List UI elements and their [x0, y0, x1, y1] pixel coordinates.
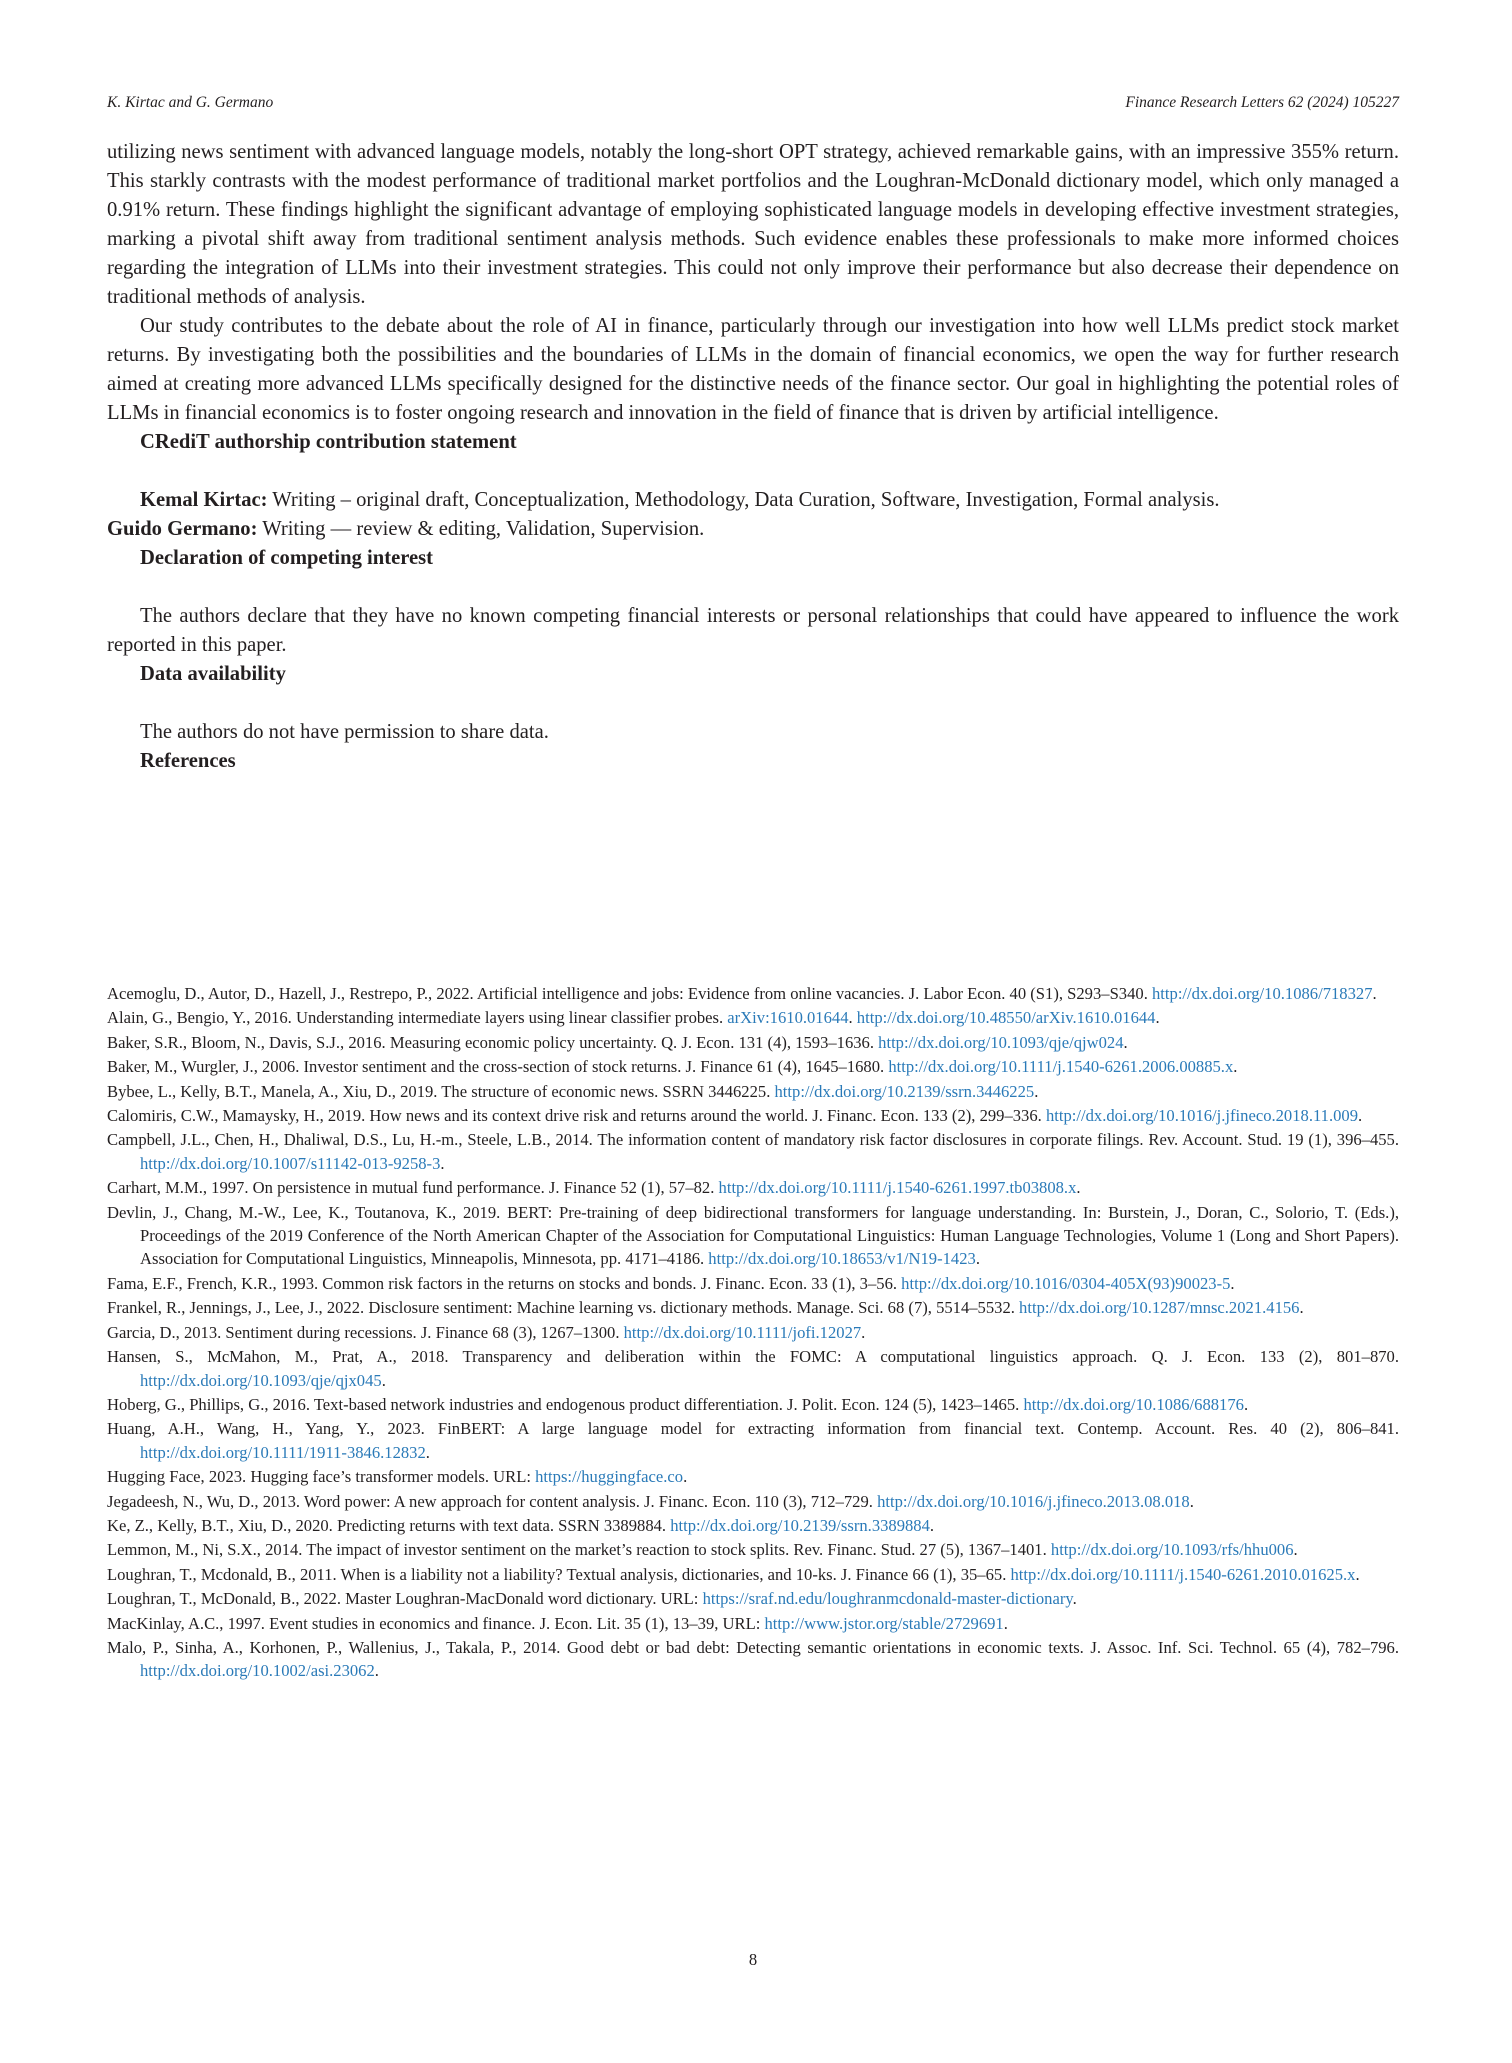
- reference-link[interactable]: http://dx.doi.org/10.1016/j.jfineco.2018.11.009: [1045, 1106, 1358, 1126]
- reference-text: Baker, S.R., Bloom, N., Davis, S.J., 2016. Measuring economic policy uncertainty. Q. J. Econ. 131 (4), 1593–1636.: [107, 1032, 879, 1052]
- reference-item: [107, 1104, 1399, 1127]
- reference-end: .: [975, 1249, 980, 1269]
- reference-text: Loughran, T., Mcdonald, B., 2011. When is a liability not a liability? Textual analysis, dictionaries, and 10-ks. J. Finance 66 (1), 35–65.: [107, 1564, 1011, 1584]
- reference-item: [107, 1345, 1399, 1392]
- reference-text: Fama, E.F., French, K.R., 1993. Common risk factors in the returns on stocks and bonds. J. Financ. Econ. 33 (1), 3–56.: [107, 1273, 902, 1293]
- reference-end: .: [374, 1661, 379, 1681]
- running-head: [107, 94, 1399, 112]
- reference-link[interactable]: http://dx.doi.org/10.1287/mnsc.2021.4156: [1019, 1298, 1300, 1318]
- reference-item: [107, 1563, 1399, 1586]
- reference-item: [107, 1272, 1399, 1295]
- reference-end: .: [381, 1370, 386, 1390]
- reference-link[interactable]: http://dx.doi.org/10.1093/qje/qjx045: [140, 1370, 382, 1390]
- reference-item: Alain, G., Bengio, Y., 2016. Understanding intermediate layers using linear classifier probes. arXiv:1610.01644. http://dx.doi.org/10.48550/arXiv.1610.01644.: [107, 1008, 1160, 1028]
- credit-author-2-name: Guido Germano:: [107, 518, 258, 540]
- running-head-authors: K. Kirtac and G. Germano: [107, 94, 274, 111]
- credit-author-2-roles: Writing — review & editing, Validation, Supervision.: [257, 518, 705, 540]
- reference-end: .: [1372, 984, 1377, 1003]
- reference-text: Baker, M., Wurgler, J., 2006. Investor sentiment and the cross-section of stock returns. J. Finance 61 (4), 1645–1680.: [107, 1057, 889, 1077]
- reference-text: Malo, P., Sinha, A., Korhonen, P., Wallenius, J., Takala, P., 2014. Good debt or bad debt: Detecting semantic orientations in economic texts. J. Assoc. Inf. Sci. Technol. 65 (4), 782–796.: [107, 1637, 1399, 1657]
- reference-item: [107, 1055, 1399, 1078]
- credit-section-title: CRediT authorship contribution statement: [140, 431, 517, 453]
- reference-link[interactable]: arXiv:1610.01644: [727, 1008, 849, 1028]
- reference-text: Lemmon, M., Ni, S.X., 2014. The impact of investor sentiment on the market’s reaction to stock splits. Rev. Financ. Stud. 27 (5), 1367–1401.: [107, 1540, 1051, 1560]
- reference-text: Campbell, J.L., Chen, H., Dhaliwal, D.S., Lu, H.-m., Steele, L.B., 2014. The information content of mandatory risk factor disclosures in corporate filings. Rev. Account. Stud. 19 (1), 396–455.: [107, 1130, 1399, 1150]
- spacer: [107, 457, 1399, 486]
- reference-end: .: [1076, 1178, 1081, 1198]
- reference-end: .: [1293, 1540, 1298, 1560]
- reference-text: Huang, A.H., Wang, H., Yang, Y., 2023. FinBERT: A large language model for extracting information from financial text. Contemp. Account. Res. 40 (2), 806–841.: [107, 1419, 1399, 1439]
- reference-text: Loughran, T., McDonald, B., 2022. Master Loughran-MacDonald word dictionary. URL:: [107, 1589, 703, 1609]
- competing-text: The authors declare that they have no known competing financial interests or personal relationships that could have appeared to influence the work reported in this paper.: [107, 605, 1399, 656]
- reference-end: .: [861, 1322, 866, 1342]
- reference-item: [107, 982, 1399, 1005]
- reference-link[interactable]: https://huggingface.co: [535, 1467, 684, 1487]
- reference-text: Garcia, D., 2013. Sentiment during recessions. J. Finance 68 (3), 1267–1300.: [107, 1322, 624, 1342]
- reference-end: .: [1072, 1589, 1077, 1609]
- reference-link[interactable]: http://dx.doi.org/10.1002/asi.23062: [140, 1661, 375, 1681]
- reference-item: [107, 1538, 1399, 1561]
- reference-link[interactable]: http://dx.doi.org/10.1093/qje/qjw024: [878, 1032, 1124, 1052]
- reference-end: .: [1233, 1057, 1238, 1077]
- reference-text: Jegadeesh, N., Wu, D., 2013. Word power: A new approach for content analysis. J. Financ. Econ. 110 (3), 712–729.: [107, 1491, 878, 1511]
- reference-link[interactable]: http://dx.doi.org/10.1016/j.jfineco.2013.08.018: [877, 1491, 1190, 1511]
- reference-end: .: [1034, 1081, 1039, 1101]
- reference-doi-link[interactable]: http://dx.doi.org/10.48550/arXiv.1610.01644: [856, 1008, 1156, 1028]
- reference-list: [107, 982, 1399, 1684]
- credit-author-1-name: Kemal Kirtac:: [140, 489, 268, 511]
- reference-link[interactable]: http://dx.doi.org/10.1007/s11142-013-9258-3: [140, 1153, 441, 1173]
- reference-link[interactable]: http://dx.doi.org/10.1111/j.1540-6261.2006.00885.x: [888, 1057, 1234, 1077]
- paragraph-1: utilizing news sentiment with advanced language models, notably the long-short OPT strategy, achieved remarkable gains, with an impressive 355% return. This starkly contrasts with the modest performance of traditional market portfolios and the Loughran-McDonald dictionary model, which only managed a 0.91% return. These findings highlight the significant advantage of employing sophisticated language models in developing effective investment strategies, marking a pivotal shift away from traditional sentiment analysis methods. Such evidence enables these professionals to make more informed choices regarding the integration of LLMs into their investment strategies. This could not only improve their performance but also decrease their dependence on traditional methods of analysis.: [107, 141, 1399, 308]
- reference-link[interactable]: http://dx.doi.org/10.1111/j.1540-6261.1997.tb03808.x: [718, 1178, 1077, 1198]
- spacer: [107, 573, 1399, 602]
- reference-item: [107, 1417, 1399, 1464]
- reference-text: Calomiris, C.W., Mamaysky, H., 2019. How news and its context drive risk and returns around the world. J. Financ. Econ. 133 (2), 299–336.: [107, 1106, 1046, 1126]
- reference-link[interactable]: http://dx.doi.org/10.18653/v1/N19-1423: [708, 1249, 976, 1269]
- reference-end: .: [1299, 1298, 1304, 1318]
- reference-item: [107, 1465, 1399, 1488]
- reference-link[interactable]: http://dx.doi.org/10.1111/1911-3846.12832: [140, 1442, 426, 1462]
- reference-item: [107, 1031, 1399, 1054]
- data-availability-text: The authors do not have permission to share data.: [140, 721, 549, 743]
- references-title: References: [140, 750, 236, 772]
- reference-item: [107, 1296, 1399, 1319]
- page-number: 8: [748, 1950, 758, 1969]
- reference-text: Hugging Face, 2023. Hugging face’s transformer models. URL:: [107, 1467, 536, 1487]
- reference-end: .: [1189, 1491, 1194, 1511]
- reference-item: [107, 1393, 1399, 1416]
- spacer: [107, 689, 1399, 718]
- reference-link[interactable]: http://dx.doi.org/10.1086/688176: [1023, 1394, 1244, 1414]
- reference-link[interactable]: http://dx.doi.org/10.1111/j.1540-6261.2010.01625.x: [1010, 1564, 1356, 1584]
- competing-section-title: Declaration of competing interest: [140, 547, 434, 569]
- reference-link[interactable]: http://dx.doi.org/10.1111/jofi.12027: [623, 1322, 862, 1342]
- reference-text: Devlin, J., Chang, M.-W., Lee, K., Toutanova, K., 2019. BERT: Pre-training of deep bidirectional transformers for language understanding. In: Burstein, J., Doran, C., Solorio, T. (Eds.), Proceedings of the 2019 Conference of the North American Chapter of the Association for Computational Linguistics: Human Language Technologies, Volume 1 (Long and Short Papers). Association for Computational Linguistics, Minneapolis, Minnesota, pp. 4171–4186.: [107, 1202, 1399, 1269]
- reference-text: Carhart, M.M., 1997. On persistence in mutual fund performance. J. Finance 52 (1), 57–82.: [107, 1178, 719, 1198]
- data-availability-title: Data availability: [140, 663, 286, 685]
- reference-text: Hansen, S., McMahon, M., Prat, A., 2018. Transparency and deliberation within the FOMC: A computational linguistics approach. Q. J. Econ. 133 (2), 801–870.: [107, 1347, 1399, 1367]
- reference-end: .: [1003, 1613, 1008, 1633]
- credit-author-2: [107, 515, 1399, 544]
- reference-link[interactable]: http://dx.doi.org/10.1093/rfs/hhu006: [1050, 1540, 1294, 1560]
- body-text: [107, 138, 1399, 776]
- reference-item: [107, 1636, 1399, 1683]
- reference-item: [107, 1176, 1399, 1199]
- credit-author-1-roles: Writing – original draft, Conceptualization, Methodology, Data Curation, Software, Investigation, Formal analysis.: [267, 489, 1220, 511]
- reference-link[interactable]: http://dx.doi.org/10.2139/ssrn.3389884: [670, 1515, 930, 1535]
- reference-item: [107, 1490, 1399, 1513]
- reference-end: .: [1230, 1273, 1235, 1293]
- reference-item: [107, 1612, 1399, 1635]
- reference-end: .: [1355, 1564, 1360, 1584]
- reference-text: Frankel, R., Jennings, J., Lee, J., 2022. Disclosure sentiment: Machine learning vs. dictionary methods. Manage. Sci. 68 (7), 5514–5532.: [107, 1298, 1020, 1318]
- reference-end: .: [1243, 1394, 1249, 1414]
- reference-text: Bybee, L., Kelly, B.T., Manela, A., Xiu, D., 2019. The structure of economic news. SSRN 3446225.: [107, 1081, 775, 1101]
- reference-text: Hoberg, G., Phillips, G., 2016. Text-based network industries and endogenous product differentiation. J. Polit. Econ. 124 (5), 1423–1465.: [107, 1394, 1024, 1414]
- reference-end: .: [1123, 1032, 1128, 1052]
- reference-text: MacKinlay, A.C., 1997. Event studies in economics and finance. J. Econ. Lit. 35 (1), 13–39, URL:: [107, 1613, 765, 1633]
- reference-item: [107, 1321, 1399, 1344]
- reference-item: [107, 1587, 1399, 1610]
- paragraph-2: Our study contributes to the debate about the role of AI in finance, particularly through our investigation into how well LLMs predict stock market returns. By investigating both the possibilities and the boundaries of LLMs in the domain of financial economics, we open the way for further research aimed at creating more advanced LLMs specifically designed for the distinctive needs of the finance sector. Our goal in highlighting the potential roles of LLMs in financial economics is to foster ongoing research and innovation in the field of finance that is driven by artificial intelligence.: [107, 315, 1399, 424]
- reference-end: .: [683, 1467, 688, 1487]
- reference-end: .: [1358, 1106, 1363, 1126]
- reference-link[interactable]: http://dx.doi.org/10.2139/ssrn.3446225: [774, 1081, 1035, 1101]
- reference-link[interactable]: http://dx.doi.org/10.1086/718327: [1152, 984, 1373, 1003]
- running-head-journal: Finance Research Letters 62 (2024) 105227: [1125, 94, 1399, 111]
- reference-link[interactable]: http://dx.doi.org/10.1016/0304-405X(93)90023-5: [901, 1273, 1231, 1293]
- reference-text: Alain, G., Bengio, Y., 2016. Understanding intermediate layers using linear classifier probes.: [107, 1008, 728, 1028]
- reference-text: Acemoglu, D., Autor, D., Hazell, J., Restrepo, P., 2022. Artificial intelligence and jobs: Evidence from online vacancies. J. Labor Econ. 40 (S1), S293–S340.: [107, 984, 1152, 1003]
- reference-end: .: [440, 1153, 445, 1173]
- reference-end: .: [1155, 1008, 1160, 1028]
- reference-item: [107, 1128, 1399, 1175]
- reference-link[interactable]: http://www.jstor.org/stable/2729691: [764, 1613, 1004, 1633]
- reference-end: .: [929, 1515, 935, 1535]
- reference-text: Ke, Z., Kelly, B.T., Xiu, D., 2020. Predicting returns with text data. SSRN 3389884.: [107, 1515, 671, 1535]
- reference-end: .: [425, 1442, 430, 1462]
- reference-item: [107, 1514, 1399, 1537]
- credit-author-1: [107, 486, 1399, 515]
- reference-link[interactable]: https://sraf.nd.edu/loughranmcdonald-master-dictionary: [702, 1589, 1073, 1609]
- reference-item: [107, 1080, 1399, 1103]
- reference-item: [107, 1201, 1399, 1271]
